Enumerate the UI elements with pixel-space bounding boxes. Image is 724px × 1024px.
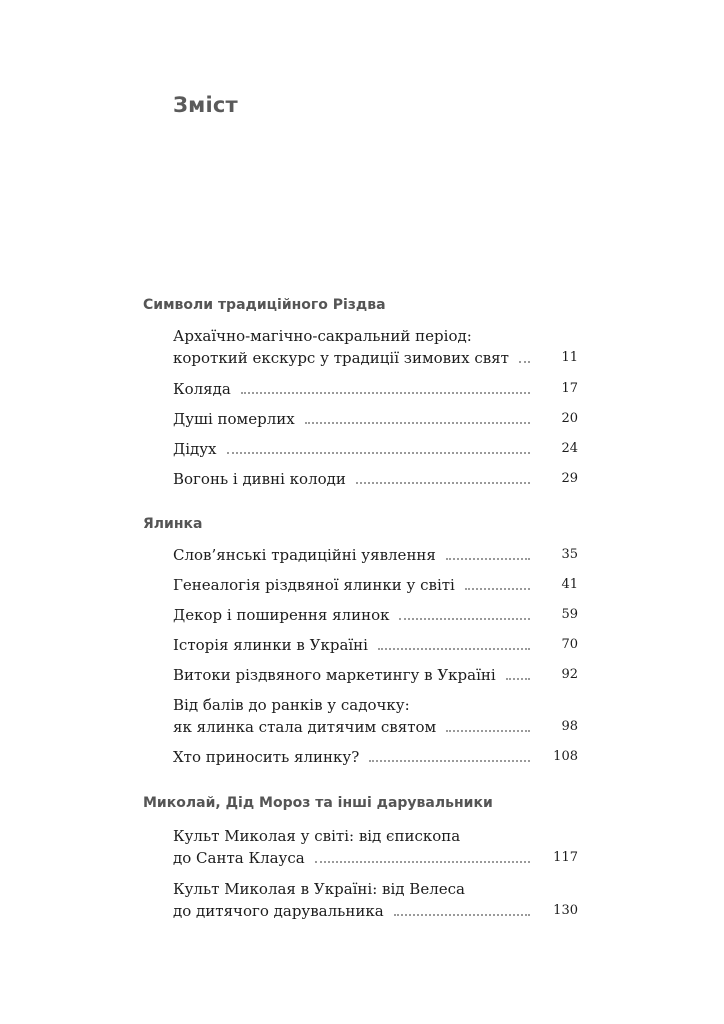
page-number: 70 (561, 637, 578, 652)
toc-entry[interactable] (173, 694, 578, 738)
page-number: 20 (561, 411, 578, 426)
toc-entry[interactable] (173, 544, 578, 566)
page-title: Зміст (173, 93, 238, 117)
entry-title: Історія ялинки в Україні (173, 636, 368, 654)
dot-leader (446, 727, 530, 732)
toc-entry[interactable] (173, 664, 578, 686)
page-number: 41 (561, 577, 578, 592)
entry-title: Архаїчно-магічно-сакральний період: (173, 327, 472, 345)
toc-entry[interactable] (173, 408, 578, 430)
page-number: 35 (561, 547, 578, 562)
page-number: 24 (561, 441, 578, 456)
entry-title: Культ Миколая в Україні: від Велеса (173, 880, 465, 898)
section-heading: Миколай, Дід Мороз та інші дарувальники (143, 795, 493, 811)
page-number: 117 (553, 850, 578, 865)
toc-entry[interactable] (173, 325, 578, 369)
entry-title: до дитячого дарувальника (173, 902, 384, 920)
toc-entry[interactable] (173, 634, 578, 656)
toc-entry[interactable] (173, 378, 578, 400)
toc-entry[interactable] (173, 604, 578, 626)
dot-leader (519, 358, 530, 363)
toc-entry[interactable] (173, 878, 578, 922)
dot-leader (356, 479, 530, 484)
dot-leader (369, 757, 530, 762)
entry-title: Культ Миколая у світі: від єпископа (173, 827, 461, 845)
dot-leader (399, 615, 530, 620)
dot-leader (446, 555, 530, 560)
page-number: 29 (561, 471, 578, 486)
entry-title: Коляда (173, 380, 231, 398)
toc-entry[interactable] (173, 438, 578, 460)
entry-title: короткий екскурс у традиції зимових свят (173, 349, 509, 367)
entry-title: Декор і поширення ялинок (173, 606, 390, 624)
dot-leader (394, 911, 530, 916)
entry-title: Слов’янські традиційні уявлення (173, 546, 436, 564)
section-heading: Ялинка (143, 516, 203, 532)
entry-title: Вогонь і дивні колоди (173, 470, 346, 488)
page-number: 98 (561, 719, 578, 734)
dot-leader (315, 858, 530, 863)
toc-entry[interactable] (173, 746, 578, 768)
dot-leader (227, 449, 530, 454)
page-number: 17 (561, 381, 578, 396)
entry-title: Генеалогія різдвяної ялинки у світі (173, 576, 455, 594)
dot-leader (241, 389, 530, 394)
toc-entry[interactable] (173, 468, 578, 490)
dot-leader (305, 419, 530, 424)
page-number: 108 (553, 749, 578, 764)
entry-title: Від балів до ранків у садочку: (173, 696, 410, 714)
page-number: 130 (553, 903, 578, 918)
toc-entry[interactable] (173, 574, 578, 596)
entry-title: як ялинка стала дитячим святом (173, 718, 437, 736)
entry-title: Хто приносить ялинку? (173, 748, 360, 766)
entry-title: Дідух (173, 440, 217, 458)
dot-leader (465, 585, 530, 590)
section-heading: Символи традиційного Різдва (143, 297, 386, 313)
page-number: 59 (561, 607, 578, 622)
page-number: 92 (561, 667, 578, 682)
entry-title: Витоки різдвяного маркетингу в Україні (173, 666, 496, 684)
dot-leader (378, 645, 530, 650)
toc-entry[interactable] (173, 825, 578, 869)
entry-title: Душі померлих (173, 410, 295, 428)
entry-title: до Санта Клауса (173, 849, 305, 867)
dot-leader (506, 675, 530, 680)
page-number: 11 (561, 350, 578, 365)
